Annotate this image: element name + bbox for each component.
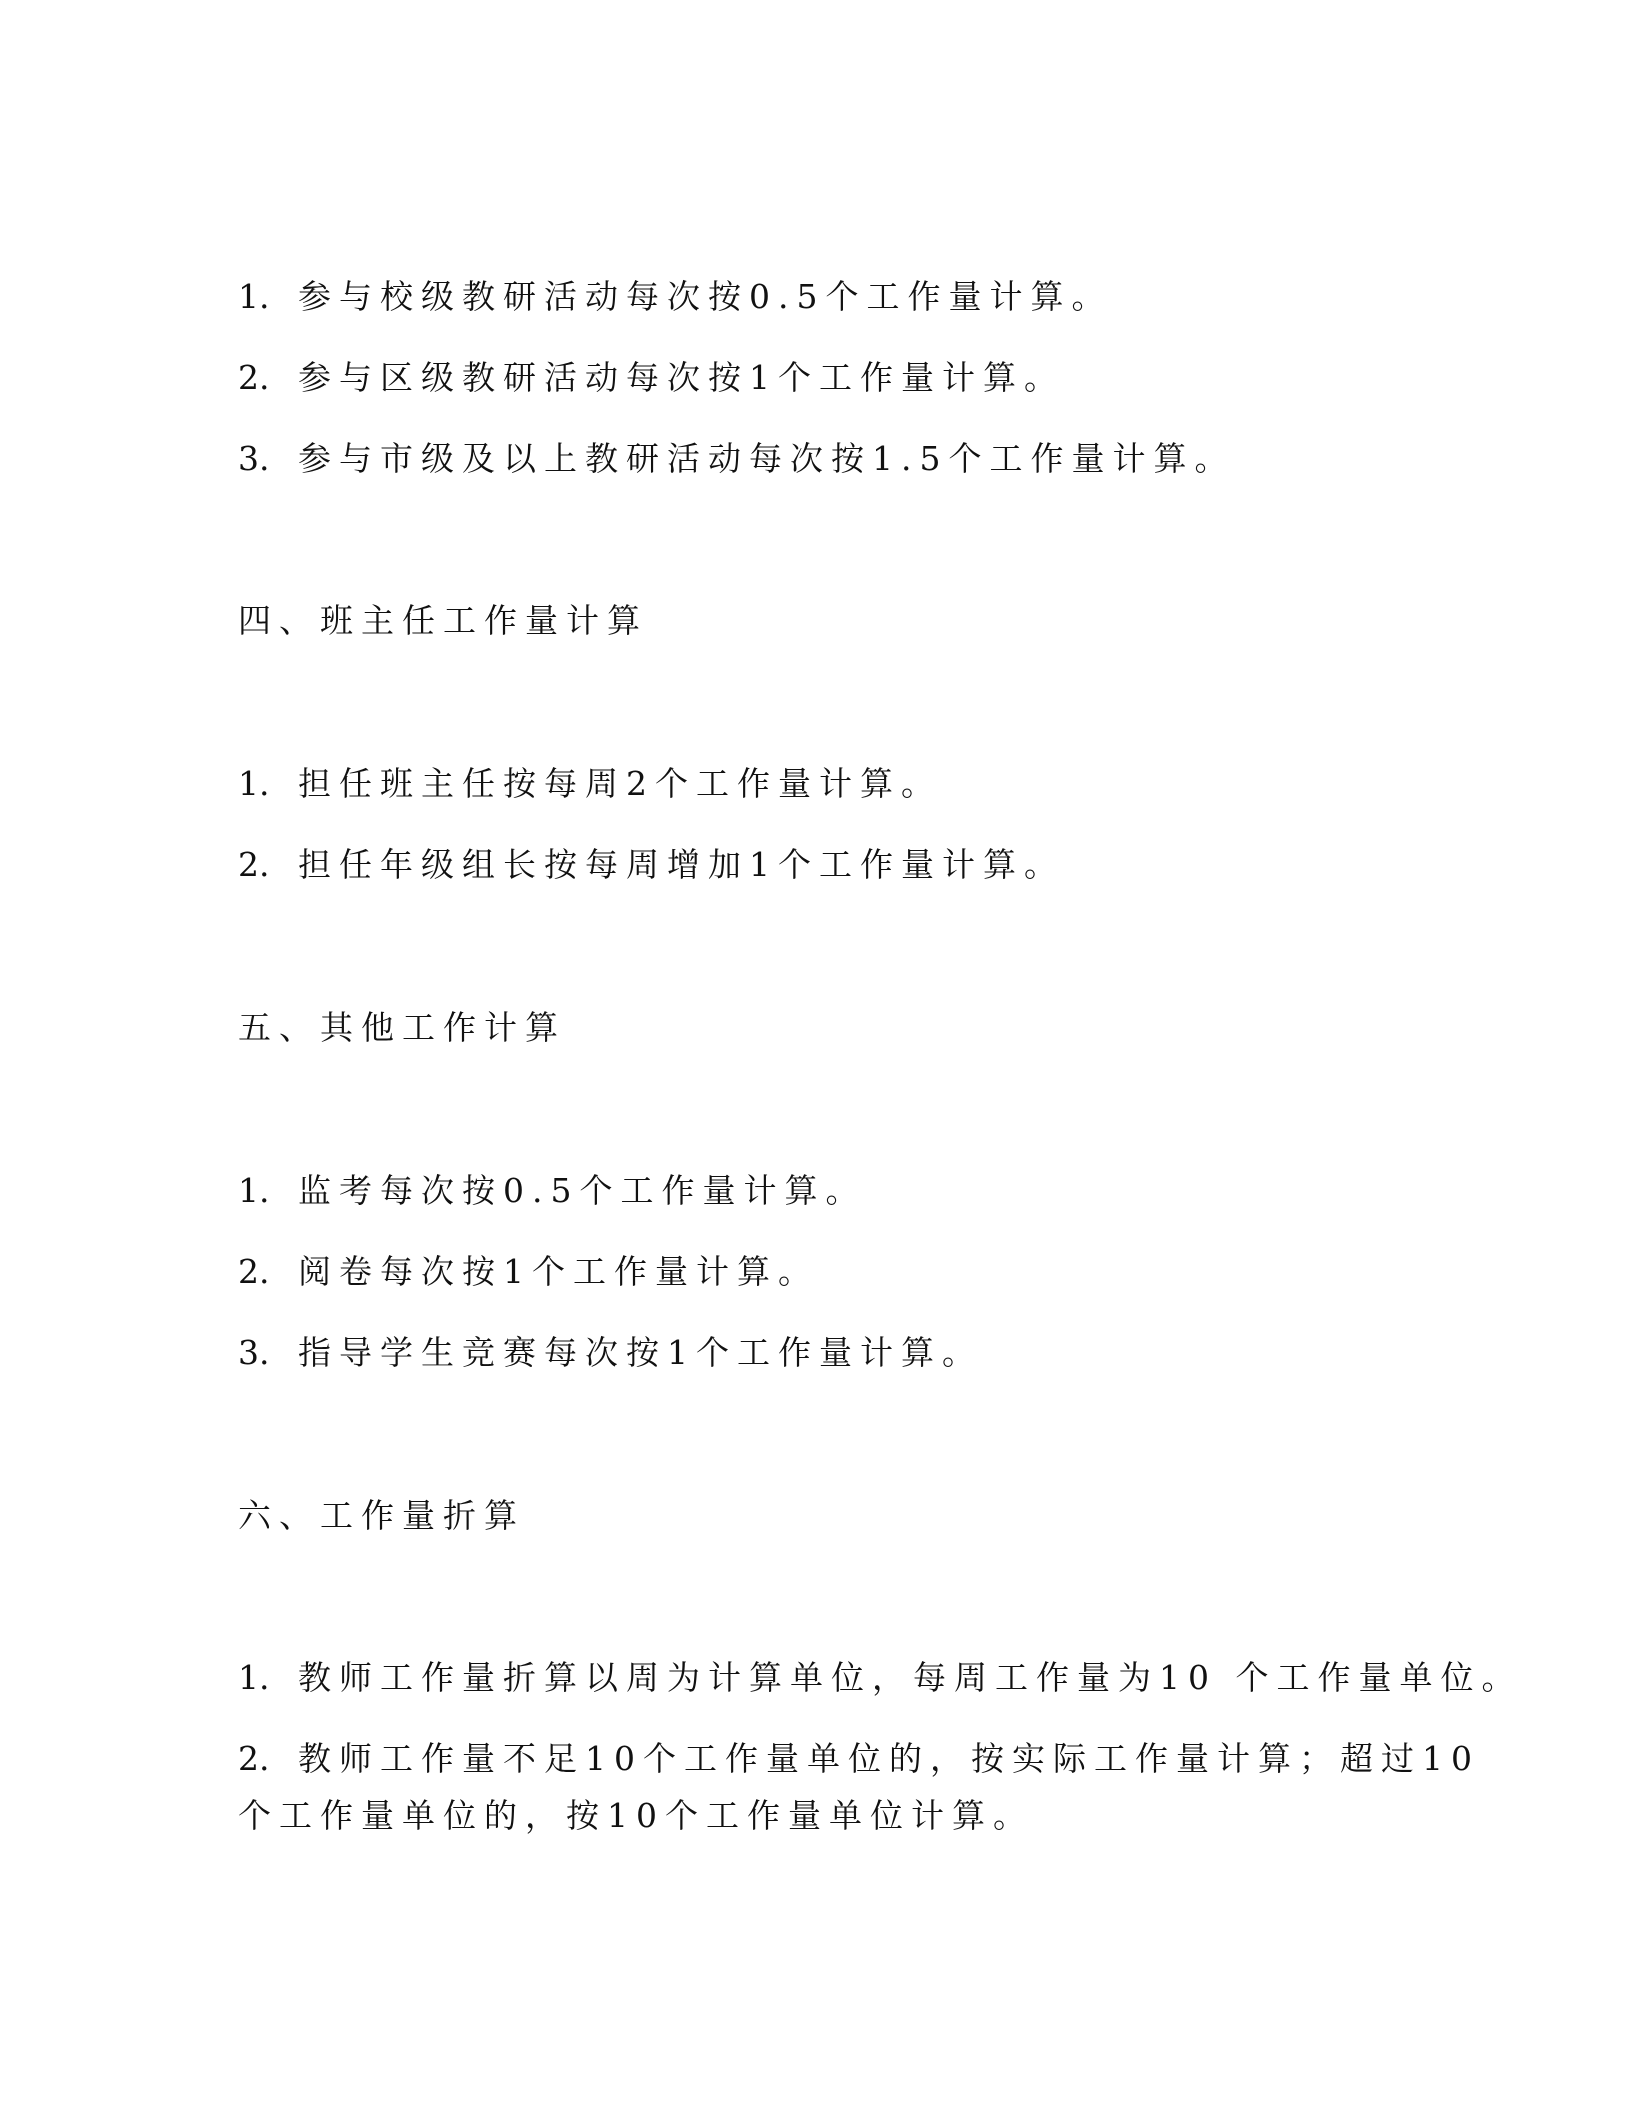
item-number: 2. <box>238 1252 270 1291</box>
item-number: 1. <box>238 764 270 803</box>
list-item-continuation: 个工作量单位的，按10个工作量单位计算。 <box>238 1796 1034 1835</box>
item-number: 2. <box>238 1739 270 1778</box>
list-item <box>238 1332 983 1374</box>
section-heading: 四、班主任工作量计算 <box>238 601 648 640</box>
item-text: 参与区级教研活动每次按1个工作量计算。 <box>298 358 1065 397</box>
list-item <box>238 276 1112 318</box>
list-item <box>238 844 1065 886</box>
list-item <box>238 357 1065 399</box>
item-number: 1. <box>238 1171 270 1210</box>
item-text: 监考每次按0.5个工作量计算。 <box>298 1171 867 1210</box>
section-heading: 五、其他工作计算 <box>238 1008 566 1047</box>
item-text: 教师工作量不足10个工作量单位的，按实际工作量计算；超过10 <box>298 1739 1480 1778</box>
section-heading: 六、工作量折算 <box>238 1496 525 1535</box>
list-item <box>238 1170 866 1212</box>
item-number: 2. <box>238 358 270 397</box>
item-text: 参与校级教研活动每次按0.5个工作量计算。 <box>298 277 1113 316</box>
list-item <box>238 1251 819 1293</box>
item-number: 1. <box>238 1658 270 1697</box>
list-item <box>238 438 1235 480</box>
item-number: 3. <box>238 1333 270 1372</box>
list-item <box>238 763 942 805</box>
item-text: 教师工作量折算以周为计算单位，每周工作量为10 个工作量单位。 <box>298 1658 1523 1697</box>
item-number: 1. <box>238 277 270 316</box>
item-text: 阅卷每次按1个工作量计算。 <box>298 1252 819 1291</box>
list-item <box>238 1738 1480 1780</box>
item-text: 指导学生竞赛每次按1个工作量计算。 <box>298 1333 983 1372</box>
item-text: 参与市级及以上教研活动每次按1.5个工作量计算。 <box>298 439 1236 478</box>
item-number: 2. <box>238 845 270 884</box>
item-number: 3. <box>238 439 270 478</box>
list-item <box>238 1657 1522 1699</box>
item-text: 担任班主任按每周2个工作量计算。 <box>298 764 942 803</box>
item-text: 担任年级组长按每周增加1个工作量计算。 <box>298 845 1065 884</box>
